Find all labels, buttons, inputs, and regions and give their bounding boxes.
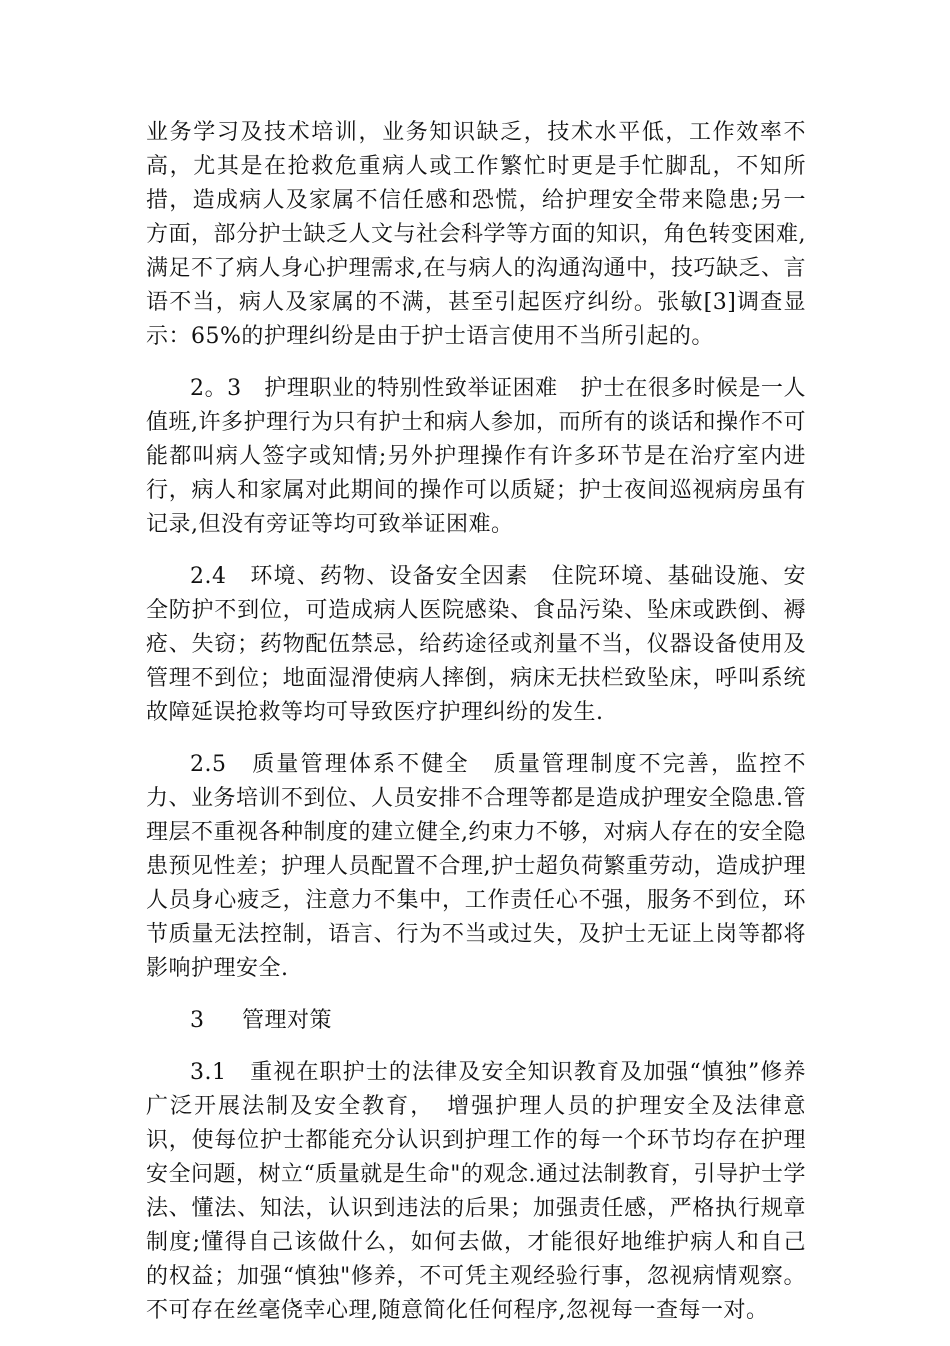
section-number: 3 [190,1008,205,1033]
paragraph-2-4: 2.4 环境、药物、设备安全因素 住院环境、基础设施、安全防护不到位，可造成病人医院感染、食品污染、坠床或跌倒、褥疮、失窃；药物配伍禁忌，给药途径或剂量不当，仪器设备使用及管理不到位；地面湿滑使病人摔倒，病床无扶栏致坠床，呼叫系统故障延误抢救等均可导致医疗护理纠纷的发生. [146,564,806,725]
paragraph-3-1: 3.1 重视在职护士的法律及安全知识教育及加强“慎独”修养 广泛开展法制及安全教育， 增强护理人员的护理安全及法律意识，使每位护士都能充分认识到护理工作的每一个环节均存在护理安全问题，树立“质量就是生命"的观念.通过法制教育，引导护士学法、懂法、知法，认识到违法的后果；加强责任感，严格执行规章制度;懂得自己该做什么，如何去做，才能很好地维护病人和自己的权益；加强“慎独"修养，不可凭主观经验行事，忽视病情观察。不可存在丝毫侥幸心理,随意简化任何程序,忽视每一查每一对。 [146,1060,829,1323]
paragraph-2-3: 2。3 护理职业的特别性致举证困难 护士在很多时候是一人值班,许多护理行为只有护士和病人参加，而所有的谈话和操作不可能都叫病人签字或知情;另外护理操作有许多环节是在治疗室内进行，病人和家属对此期间的操作可以质疑；护士夜间巡视病房虽有记录,但没有旁证等均可致举证困难。 [146,376,806,537]
paragraph-2-5: 2.5 质量管理体系不健全 质量管理制度不完善，监控不力、业务培训不到位、人员安排不合理等都是造成护理安全隐患.管理层不重视各种制度的建立健全,约束力不够，对病人存在的安全隐患预见性差；护理人员配置不合理,护士超负荷繁重劳动，造成护理人员身心疲乏，注意力不集中，工作责任心不强，服务不到位，环节质量无法控制，语言、行为不当或过失，及护士无证上岗等都将影响护理安全. [146,752,806,981]
heading-spacer [212,1008,235,1033]
paragraph-continuation: 业务学习及技术培训，业务知识缺乏，技术水平低，工作效率不高，尤其是在抢救危重病人或工作繁忙时更是手忙脚乱，不知所措，造成病人及家属不信任感和恐慌，给护理安全带来隐患;另一方面，部分护士缺乏人文与社会科学等方面的知识，角色转变困难,满足不了病人身心护理需求,在与病人的沟通沟通中，技巧缺乏、言语不当，病人及家属的不满，甚至引起医疗纠纷。张敏[3]调查显示：65%的护理纠纷是由于护士语言使用不当所引起的。 [146,120,806,349]
section-title: 管理对策 [242,1008,333,1033]
section-heading-3 [146,1004,806,1038]
document-page [146,116,829,1346]
